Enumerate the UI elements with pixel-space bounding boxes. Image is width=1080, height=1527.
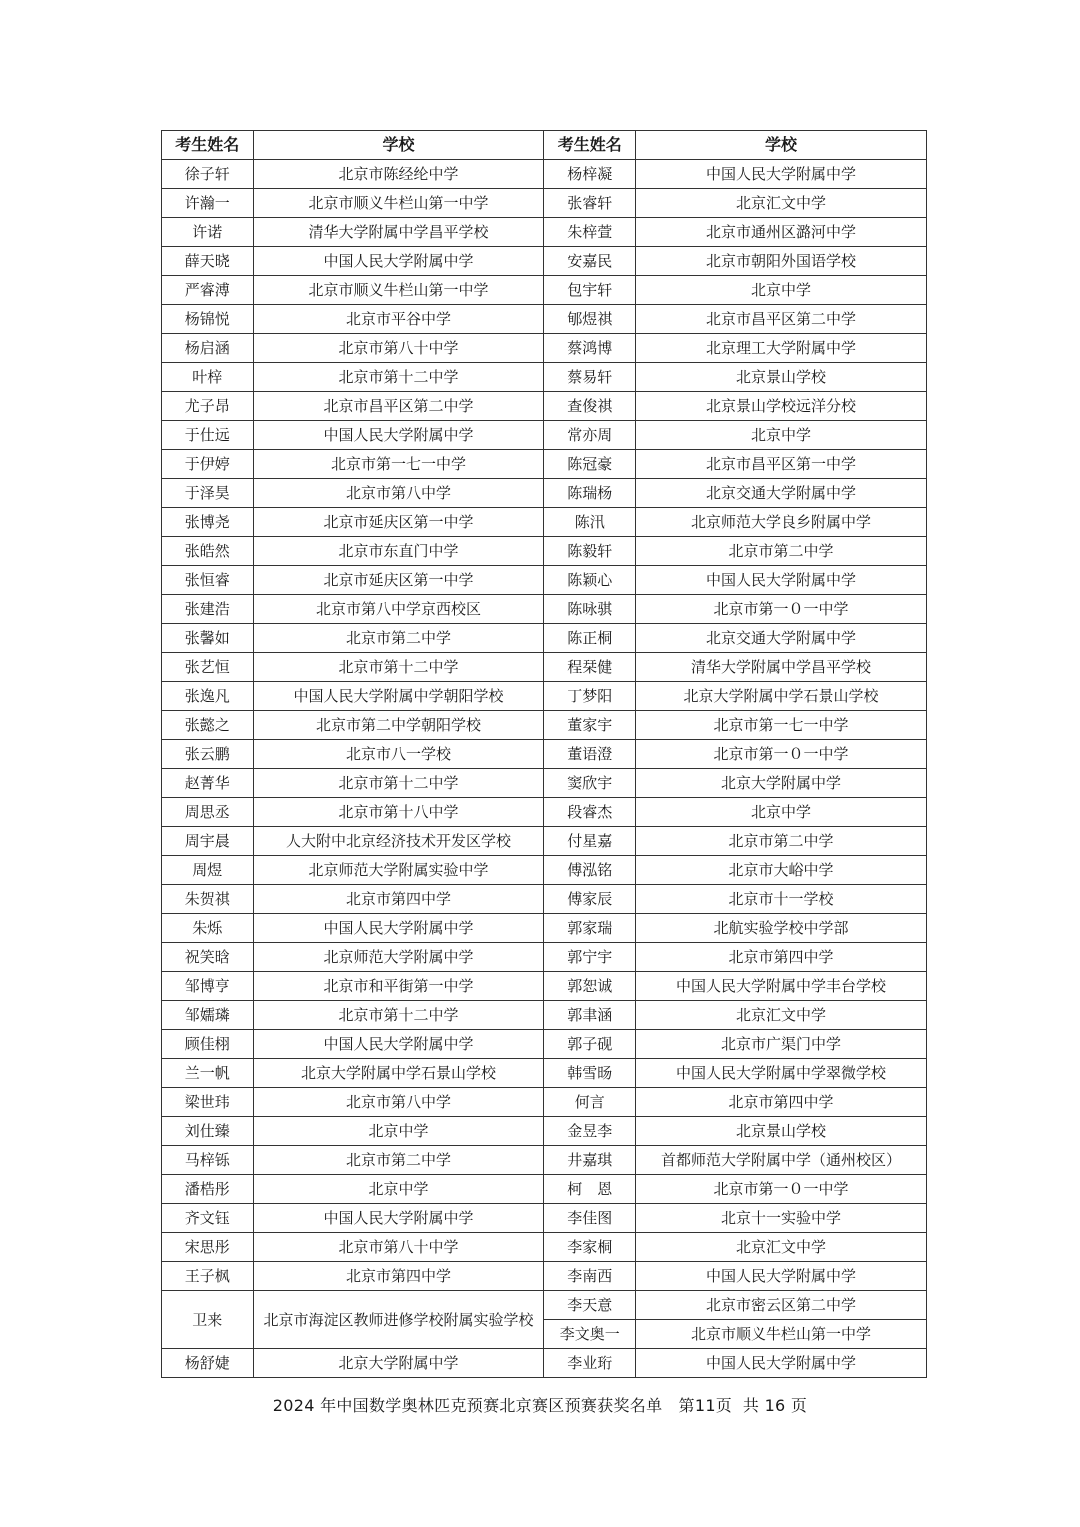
name-cell-left: 张恒睿 [162,566,254,595]
school-cell-right: 北京市昌平区第二中学 [636,305,927,334]
name-cell-left: 于泽昊 [162,479,254,508]
name-cell-left: 朱贺祺 [162,885,254,914]
school-cell-left: 北京市顺义牛栏山第一中学 [253,276,544,305]
name-cell-right: 杨梓凝 [544,160,636,189]
footer-total-pages: 共 16 页 [742,1396,808,1415]
name-cell-right: 包宇轩 [544,276,636,305]
school-cell-left: 中国人民大学附属中学 [253,1030,544,1059]
table-row [162,711,927,740]
school-cell-left: 中国人民大学附属中学朝阳学校 [253,682,544,711]
school-cell-right: 北京市第二中学 [636,537,927,566]
table-row [162,1175,927,1204]
school-cell-left: 北京市第八十中学 [253,1233,544,1262]
school-cell-left: 人大附中北京经济技术开发区学校 [253,827,544,856]
name-cell-left: 周煜 [162,856,254,885]
name-cell-right: 查俊祺 [544,392,636,421]
school-cell-left: 北京市第二中学朝阳学校 [253,711,544,740]
name-cell-left: 尤子昂 [162,392,254,421]
page-footer [0,1393,1080,1416]
header-name-right: 考生姓名 [544,131,636,160]
school-cell-left: 中国人民大学附属中学 [253,1204,544,1233]
school-cell-right: 清华大学附属中学昌平学校 [636,653,927,682]
table-row [162,827,927,856]
header-school-right: 学校 [636,131,927,160]
school-cell-right: 北航实验学校中学部 [636,914,927,943]
school-cell-left: 中国人民大学附属中学 [253,247,544,276]
school-cell-left: 北京市东直门中学 [253,537,544,566]
school-cell-right: 北京大学附属中学石景山学校 [636,682,927,711]
table-row [162,566,927,595]
table-row [162,624,927,653]
table-row [162,1117,927,1146]
school-cell-right: 北京市第四中学 [636,1088,927,1117]
name-cell-right: 常亦周 [544,421,636,450]
school-cell-right: 北京汇文中学 [636,189,927,218]
table-row [162,682,927,711]
school-cell-right: 中国人民大学附属中学 [636,1349,927,1378]
table-row [162,885,927,914]
school-cell-left: 北京市第十二中学 [253,363,544,392]
table-row [162,247,927,276]
table-row [162,914,927,943]
name-cell-right: 金昱李 [544,1117,636,1146]
table-row [162,392,927,421]
school-cell-right: 中国人民大学附属中学翠微学校 [636,1059,927,1088]
school-cell-right: 北京理工大学附属中学 [636,334,927,363]
table-row [162,1146,927,1175]
header-row [162,131,927,160]
name-cell-left: 刘仕臻 [162,1117,254,1146]
name-cell-right: 张睿轩 [544,189,636,218]
school-cell-right: 北京市第四中学 [636,943,927,972]
name-cell-right: 董家宇 [544,711,636,740]
school-cell-right: 北京景山学校远洋分校 [636,392,927,421]
name-cell-right: 李天意 [544,1291,636,1320]
table-row [162,769,927,798]
school-cell-left: 北京市和平街第一中学 [253,972,544,1001]
name-cell-right: 李佳图 [544,1204,636,1233]
school-cell-right: 北京师范大学良乡附属中学 [636,508,927,537]
school-cell-left: 北京大学附属中学石景山学校 [253,1059,544,1088]
name-cell-left: 叶梓 [162,363,254,392]
name-cell-right: 蔡易轩 [544,363,636,392]
school-cell-right: 北京市第二中学 [636,827,927,856]
name-cell-right: 丁梦阳 [544,682,636,711]
name-cell-right: 董语澄 [544,740,636,769]
school-cell-left: 北京市延庆区第一中学 [253,566,544,595]
school-cell-right: 北京市昌平区第一中学 [636,450,927,479]
table-row [162,479,927,508]
name-cell-right: 郭子砚 [544,1030,636,1059]
table-row [162,943,927,972]
school-cell-right: 北京中学 [636,421,927,450]
name-cell-right: 傅泓铭 [544,856,636,885]
name-cell-left: 张皓然 [162,537,254,566]
school-cell-left: 北京市第十二中学 [253,769,544,798]
name-cell-right: 窦欣宇 [544,769,636,798]
school-cell-left: 北京市第十二中学 [253,653,544,682]
table-row [162,537,927,566]
name-cell-left: 邹博亨 [162,972,254,1001]
school-cell-left: 北京市顺义牛栏山第一中学 [253,189,544,218]
school-cell-left: 北京市第四中学 [253,1262,544,1291]
name-cell-left: 杨启涵 [162,334,254,363]
school-cell-right: 北京市第一０一中学 [636,1175,927,1204]
name-cell-right: 陈正桐 [544,624,636,653]
name-cell-right: 井嘉琪 [544,1146,636,1175]
table-row [162,1349,927,1378]
table-row [162,1059,927,1088]
school-cell-right: 北京市通州区潞河中学 [636,218,927,247]
name-cell-left: 马梓铄 [162,1146,254,1175]
table-row [162,218,927,247]
school-cell-left: 中国人民大学附属中学 [253,914,544,943]
name-cell-right: 何言 [544,1088,636,1117]
table-row [162,189,927,218]
school-cell-left: 北京市第八中学京西校区 [253,595,544,624]
table-row [162,1233,927,1262]
school-cell-left: 北京市第十二中学 [253,1001,544,1030]
name-cell-left: 王子枫 [162,1262,254,1291]
name-cell-left: 张懿之 [162,711,254,740]
table-row [162,740,927,769]
name-cell-left: 祝笑晗 [162,943,254,972]
name-cell-left: 赵菁华 [162,769,254,798]
school-cell-right: 中国人民大学附属中学 [636,566,927,595]
table-row [162,595,927,624]
school-cell-right: 北京市密云区第二中学 [636,1291,927,1320]
name-cell-right: 陈冠豪 [544,450,636,479]
school-cell-right: 北京汇文中学 [636,1001,927,1030]
school-cell-left: 北京师范大学附属中学 [253,943,544,972]
name-cell-right: 郭聿涵 [544,1001,636,1030]
school-cell-right: 北京市第一０一中学 [636,740,927,769]
name-cell-left: 杨锦悦 [162,305,254,334]
school-cell-left: 北京市平谷中学 [253,305,544,334]
table-row [162,450,927,479]
school-cell-right: 北京大学附属中学 [636,769,927,798]
name-cell-right: 程栞健 [544,653,636,682]
name-cell-left: 张博尧 [162,508,254,537]
name-cell-left: 于伊婷 [162,450,254,479]
name-cell-left: 杨舒婕 [162,1349,254,1378]
name-cell-right: 傅家辰 [544,885,636,914]
school-cell-left: 北京市海淀区教师进修学校附属实验学校 [253,1291,544,1349]
table-row [162,856,927,885]
name-cell-left: 张逸凡 [162,682,254,711]
school-cell-left: 北京市第十八中学 [253,798,544,827]
name-cell-left: 兰一帆 [162,1059,254,1088]
school-cell-right: 北京市第一七一中学 [636,711,927,740]
name-cell-left: 顾佳栩 [162,1030,254,1059]
name-cell-left: 薛天晓 [162,247,254,276]
school-cell-right: 首都师范大学附属中学（通州校区） [636,1146,927,1175]
name-cell-right: 郭家瑞 [544,914,636,943]
school-cell-left: 北京市八一学校 [253,740,544,769]
footer-page-number: 第11页 [678,1396,733,1415]
school-cell-left: 北京市延庆区第一中学 [253,508,544,537]
table-row [162,1204,927,1233]
name-cell-left: 周思丞 [162,798,254,827]
name-cell-left: 齐文钰 [162,1204,254,1233]
name-cell-right: 付星嘉 [544,827,636,856]
school-cell-left: 北京市第八中学 [253,479,544,508]
name-cell-left: 朱烁 [162,914,254,943]
school-cell-right: 中国人民大学附属中学 [636,160,927,189]
table-row [162,798,927,827]
name-cell-left: 邹嬬璘 [162,1001,254,1030]
table-row [162,1262,927,1291]
name-cell-right: 陈瑞杨 [544,479,636,508]
school-cell-left: 北京中学 [253,1175,544,1204]
name-cell-left: 张建浩 [162,595,254,624]
name-cell-right: 蔡鸿博 [544,334,636,363]
school-cell-right: 北京交通大学附属中学 [636,479,927,508]
table-row [162,421,927,450]
school-cell-right: 北京景山学校 [636,1117,927,1146]
name-cell-right: 安嘉民 [544,247,636,276]
table-row [162,1001,927,1030]
school-cell-left: 北京市第二中学 [253,624,544,653]
school-cell-left: 北京市第二中学 [253,1146,544,1175]
table-row [162,653,927,682]
school-cell-right: 北京市大峪中学 [636,856,927,885]
name-cell-left: 许瀚一 [162,189,254,218]
name-cell-left: 徐子轩 [162,160,254,189]
name-cell-right: 韩雪旸 [544,1059,636,1088]
table-row [162,1030,927,1059]
name-cell-left: 张艺恒 [162,653,254,682]
school-cell-right: 北京汇文中学 [636,1233,927,1262]
school-cell-right: 北京市第一０一中学 [636,595,927,624]
header-school-left: 学校 [253,131,544,160]
school-cell-right: 北京中学 [636,798,927,827]
award-roster-table [161,130,927,1378]
name-cell-right: 柯 恩 [544,1175,636,1204]
table-row [162,276,927,305]
school-cell-right: 北京市十一学校 [636,885,927,914]
school-cell-right: 北京十一实验中学 [636,1204,927,1233]
table-row [162,1088,927,1117]
school-cell-left: 北京中学 [253,1117,544,1146]
name-cell-right: 郇煜祺 [544,305,636,334]
name-cell-right: 李业珩 [544,1349,636,1378]
table-row [162,160,927,189]
school-cell-right: 中国人民大学附属中学 [636,1262,927,1291]
school-cell-right: 北京交通大学附属中学 [636,624,927,653]
name-cell-right: 陈毅轩 [544,537,636,566]
name-cell-right: 陈汛 [544,508,636,537]
school-cell-left: 北京市第一七一中学 [253,450,544,479]
table-row [162,1291,927,1320]
table-row [162,305,927,334]
name-cell-left: 张馨如 [162,624,254,653]
table-row [162,508,927,537]
name-cell-right: 陈咏骐 [544,595,636,624]
name-cell-left: 梁世玮 [162,1088,254,1117]
school-cell-left: 北京市第八十中学 [253,334,544,363]
name-cell-left: 宋思彤 [162,1233,254,1262]
name-cell-left: 于仕远 [162,421,254,450]
name-cell-right: 段睿杰 [544,798,636,827]
school-cell-left: 北京师范大学附属实验中学 [253,856,544,885]
table-row [162,972,927,1001]
name-cell-left: 许诺 [162,218,254,247]
name-cell-right: 李文奥一 [544,1320,636,1349]
name-cell-left: 潘梏彤 [162,1175,254,1204]
name-cell-right: 陈颖心 [544,566,636,595]
name-cell-left: 张云鹏 [162,740,254,769]
name-cell-right: 李家桐 [544,1233,636,1262]
school-cell-left: 北京市昌平区第二中学 [253,392,544,421]
school-cell-right: 北京市广渠门中学 [636,1030,927,1059]
school-cell-right: 北京景山学校 [636,363,927,392]
name-cell-left: 严睿溥 [162,276,254,305]
school-cell-left: 中国人民大学附属中学 [253,421,544,450]
name-cell-right: 郭宁宇 [544,943,636,972]
school-cell-right: 北京市朝阳外国语学校 [636,247,927,276]
table-row [162,363,927,392]
school-cell-right: 北京中学 [636,276,927,305]
school-cell-left: 北京市第四中学 [253,885,544,914]
school-cell-left: 清华大学附属中学昌平学校 [253,218,544,247]
school-cell-left: 北京大学附属中学 [253,1349,544,1378]
name-cell-left: 卫来 [162,1291,254,1349]
name-cell-right: 朱梓萱 [544,218,636,247]
name-cell-right: 郭恕诚 [544,972,636,1001]
school-cell-left: 北京市陈经纶中学 [253,160,544,189]
school-cell-right: 中国人民大学附属中学丰台学校 [636,972,927,1001]
school-cell-left: 北京市第八中学 [253,1088,544,1117]
name-cell-right: 李南西 [544,1262,636,1291]
footer-title: 2024 年中国数学奥林匹克预赛北京赛区预赛获奖名单 [272,1396,663,1415]
school-cell-right: 北京市顺义牛栏山第一中学 [636,1320,927,1349]
name-cell-left: 周宇晨 [162,827,254,856]
header-name-left: 考生姓名 [162,131,254,160]
table-row [162,334,927,363]
